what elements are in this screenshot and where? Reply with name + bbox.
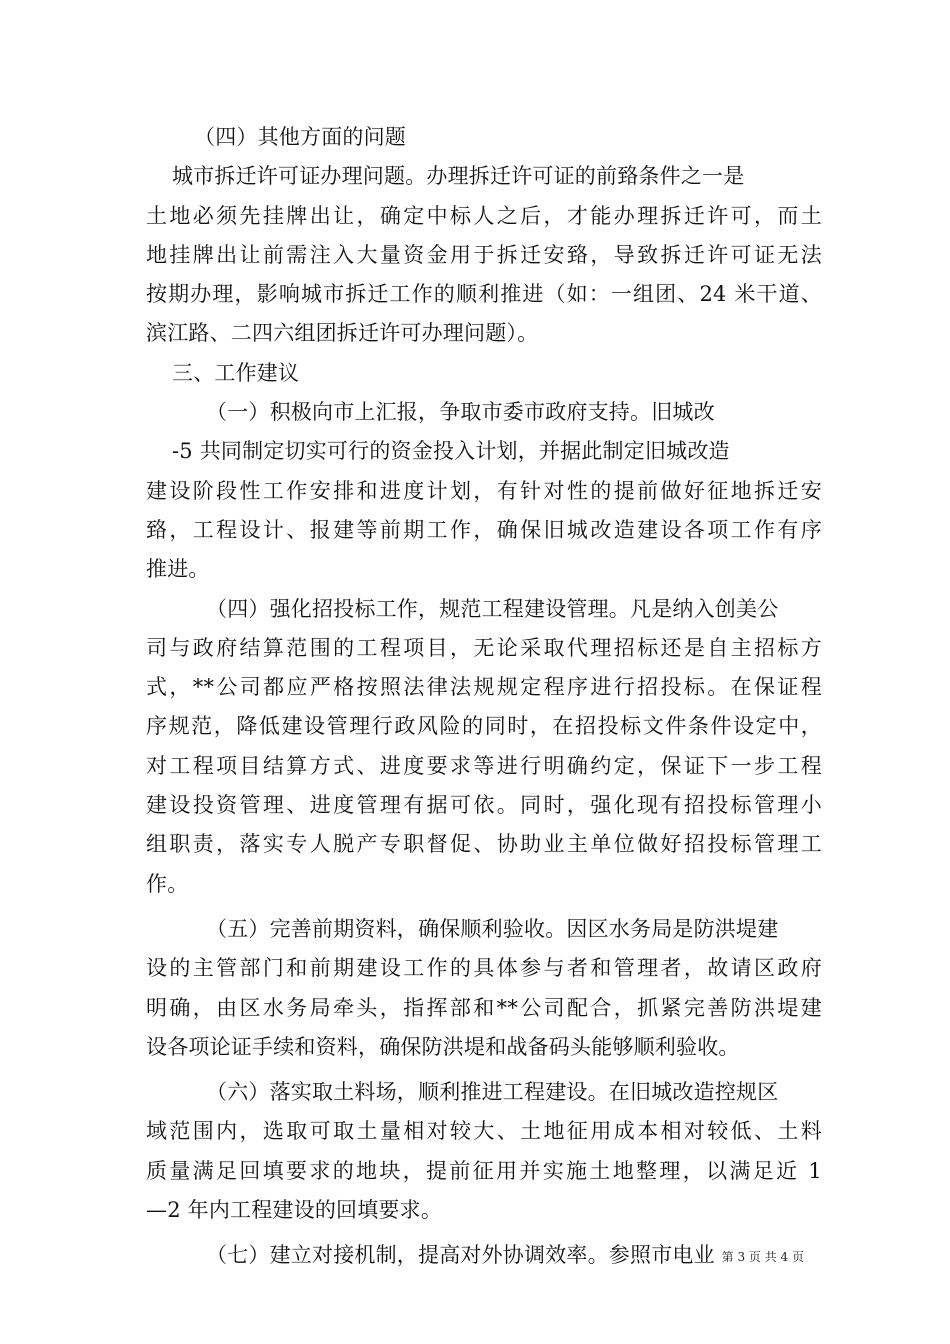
paragraph-line: 建设投资管理、进度管理有据可依。同时，强化现有招投标管理小 [146, 793, 822, 818]
section-heading-other-issues: （四）其他方面的问题 [194, 125, 406, 149]
paragraph-line: （六）落实取土料场，顺利推进工程建设。在旧城改造控规区 [206, 1080, 779, 1105]
paragraph-line: -5 共同制定切实可行的资金投入计划，并据此制定旧城改造 [172, 439, 730, 464]
paragraph-line: 序规范，降低建设管理行政风险的同时，在招投标文件条件设定中， [146, 714, 822, 739]
paragraph-line: 设各项论证手续和资料，确保防洪堤和战备码头能够顺利验收。 [146, 1034, 740, 1059]
paragraph-line: 作。 [146, 871, 189, 896]
paragraph-line: （五）完善前期资料，确保顺利验收。因区水务局是防洪堤建 [206, 916, 779, 941]
paragraph-line: 土地必须先挂牌出让，确定中标人之后，才能办理拆迁许可，而土 [146, 203, 822, 228]
paragraph-line: 设的主管部门和前期建设工作的具体参与者和管理者，故请区政府 [146, 956, 822, 981]
paragraph-line: 质量满足回填要求的地块，提前征用并实施土地整理，以满足近 1 [146, 1158, 822, 1183]
paragraph-line: 地挂牌出让前需注入大量资金用于拆迁安臵，导致拆迁许可证无法 [146, 242, 822, 267]
paragraph-line: 司与政府结算范围的工程项目，无论采取代理招标还是自主招标方 [146, 635, 822, 660]
document-body [146, 118, 822, 1276]
paragraph-line: 推进。 [146, 557, 210, 582]
section-heading-work-suggestions: 三、工作建议 [172, 360, 300, 385]
paragraph-line: 对工程项目结算方式、进度要求等进行明确约定，保证下一步工程 [146, 753, 822, 778]
paragraph-line: （四）强化招投标工作，规范工程建设管理。凡是纳入创美公 [206, 596, 779, 621]
paragraph-line: （七）建立对接机制，提高对外协调效率。参照市电业 [206, 1243, 715, 1268]
paragraph-line: 式，**公司都应严格按照法律法规规定程序进行招投标。在保证程 [146, 675, 822, 700]
paragraph-line: 建设阶段性工作安排和进度计划，有针对性的提前做好征地拆迁安 [146, 478, 822, 503]
paragraph-line: 明确，由区水务局牵头，指挥部和**公司配合，抓紧完善防洪堤建 [146, 995, 822, 1020]
paragraph-line: 域范围内，选取可取土量相对较大、土地征用成本相对较低、土料 [146, 1119, 822, 1144]
paragraph-line: 按期办理，影响城市拆迁工作的顺利推进（如：一组团、24 米干道、 [146, 282, 822, 307]
paragraph-line: —2 年内工程建设的回填要求。 [146, 1198, 443, 1223]
paragraph-line: （一）积极向市上汇报，争取市委市政府支持。旧城改 [206, 400, 715, 425]
page-number-footer: 第 3 页 共 4 页 [721, 1250, 804, 1264]
paragraph-line: 城市拆迁许可证办理问题。办理拆迁许可证的前臵条件之一是 [172, 164, 745, 189]
paragraph-line: 滨江路、二四六组团拆迁许可办理问题）。 [146, 321, 539, 346]
paragraph-line: 组职责，落实专人脱产专职督促、协助业主单位做好招投标管理工 [146, 832, 822, 857]
paragraph-line: 臵，工程设计、报建等前期工作，确保旧城改造建设各项工作有序 [146, 517, 822, 542]
